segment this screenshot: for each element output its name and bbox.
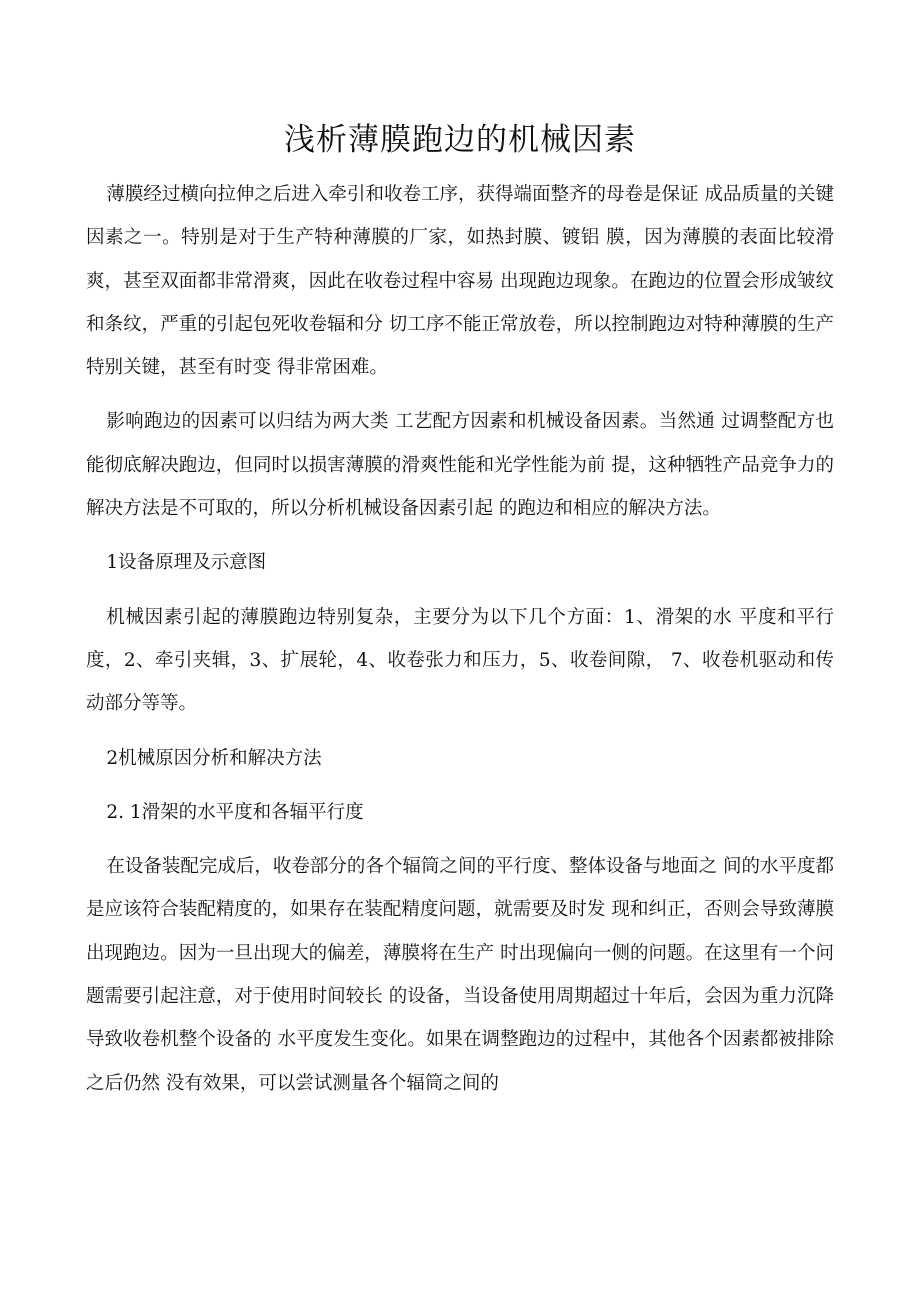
section-heading-2: 2机械原因分析和解决方法 [106,747,322,769]
paragraph-intro: 薄膜经过横向拉伸之后进入牵引和收卷工序，获得端面整齐的母卷是保证 成品质量的关键因素之一。特别是对于生产特种薄膜的厂家，如热封膜、镀铝 膜，因为薄膜的表面比较滑爽，甚至双面都非常滑爽，因此在收卷过程中容易 出现跑边现象。在跑边的位置会形成皱纹和条纹，严重的引起包死收卷辐和分 切工序不能正常放卷，所以控制跑边对特种薄膜的生产特别关键，甚至有时变 得非常困难。 [86,184,834,379]
section-heading-1: 1设备原理及示意图 [106,552,267,574]
document-title: 浅析薄膜跑边的机械因素 [284,122,636,158]
document-body [86,173,834,1116]
paragraph-factors: 影响跑边的因素可以归结为两大类 工艺配方因素和机械设备因素。当然通 过调整配方也能彻底解决跑边，但同时以损害薄膜的滑爽性能和光学性能为前 提，这种牺牲产品竞争力的解决方法是不可取的，所以分析机械设备因素引起 的跑边和相应的解决方法。 [86,411,834,520]
paragraph-parallelism: 在设备装配完成后，收卷部分的各个辐筒之间的平行度、整体设备与地面之 间的水平度都是应该符合装配精度的，如果存在装配精度问题，就需要及时发 现和纠正，否则会导致薄膜出现跑边。因为一旦出现大的偏差，薄膜将在生产 时出现偏向一侧的问题。在这里有一个问题需要引起注意，对于使用时间较长 的设备，当设备使用周期超过十年后，会因为重力沉降导致收卷机整个设备的 水平度发生变化。如果在调整跑边的过程中，其他各个因素都被排除之后仍然 没有效果，可以尝试测量各个辐筒之间的 [86,856,834,1094]
section-heading-2-1: 2. 1滑架的水平度和各辐平行度 [106,801,364,823]
paragraph-mechanical-factors: 机械因素引起的薄膜跑边特别复杂，主要分为以下几个方面：1、滑架的水 平度和平行度，2、牵引夹辑，3、扩展轮，4、收卷张力和压力，5、收卷间隙， 7、收卷机驱动和传动部分等等。 [86,606,834,715]
